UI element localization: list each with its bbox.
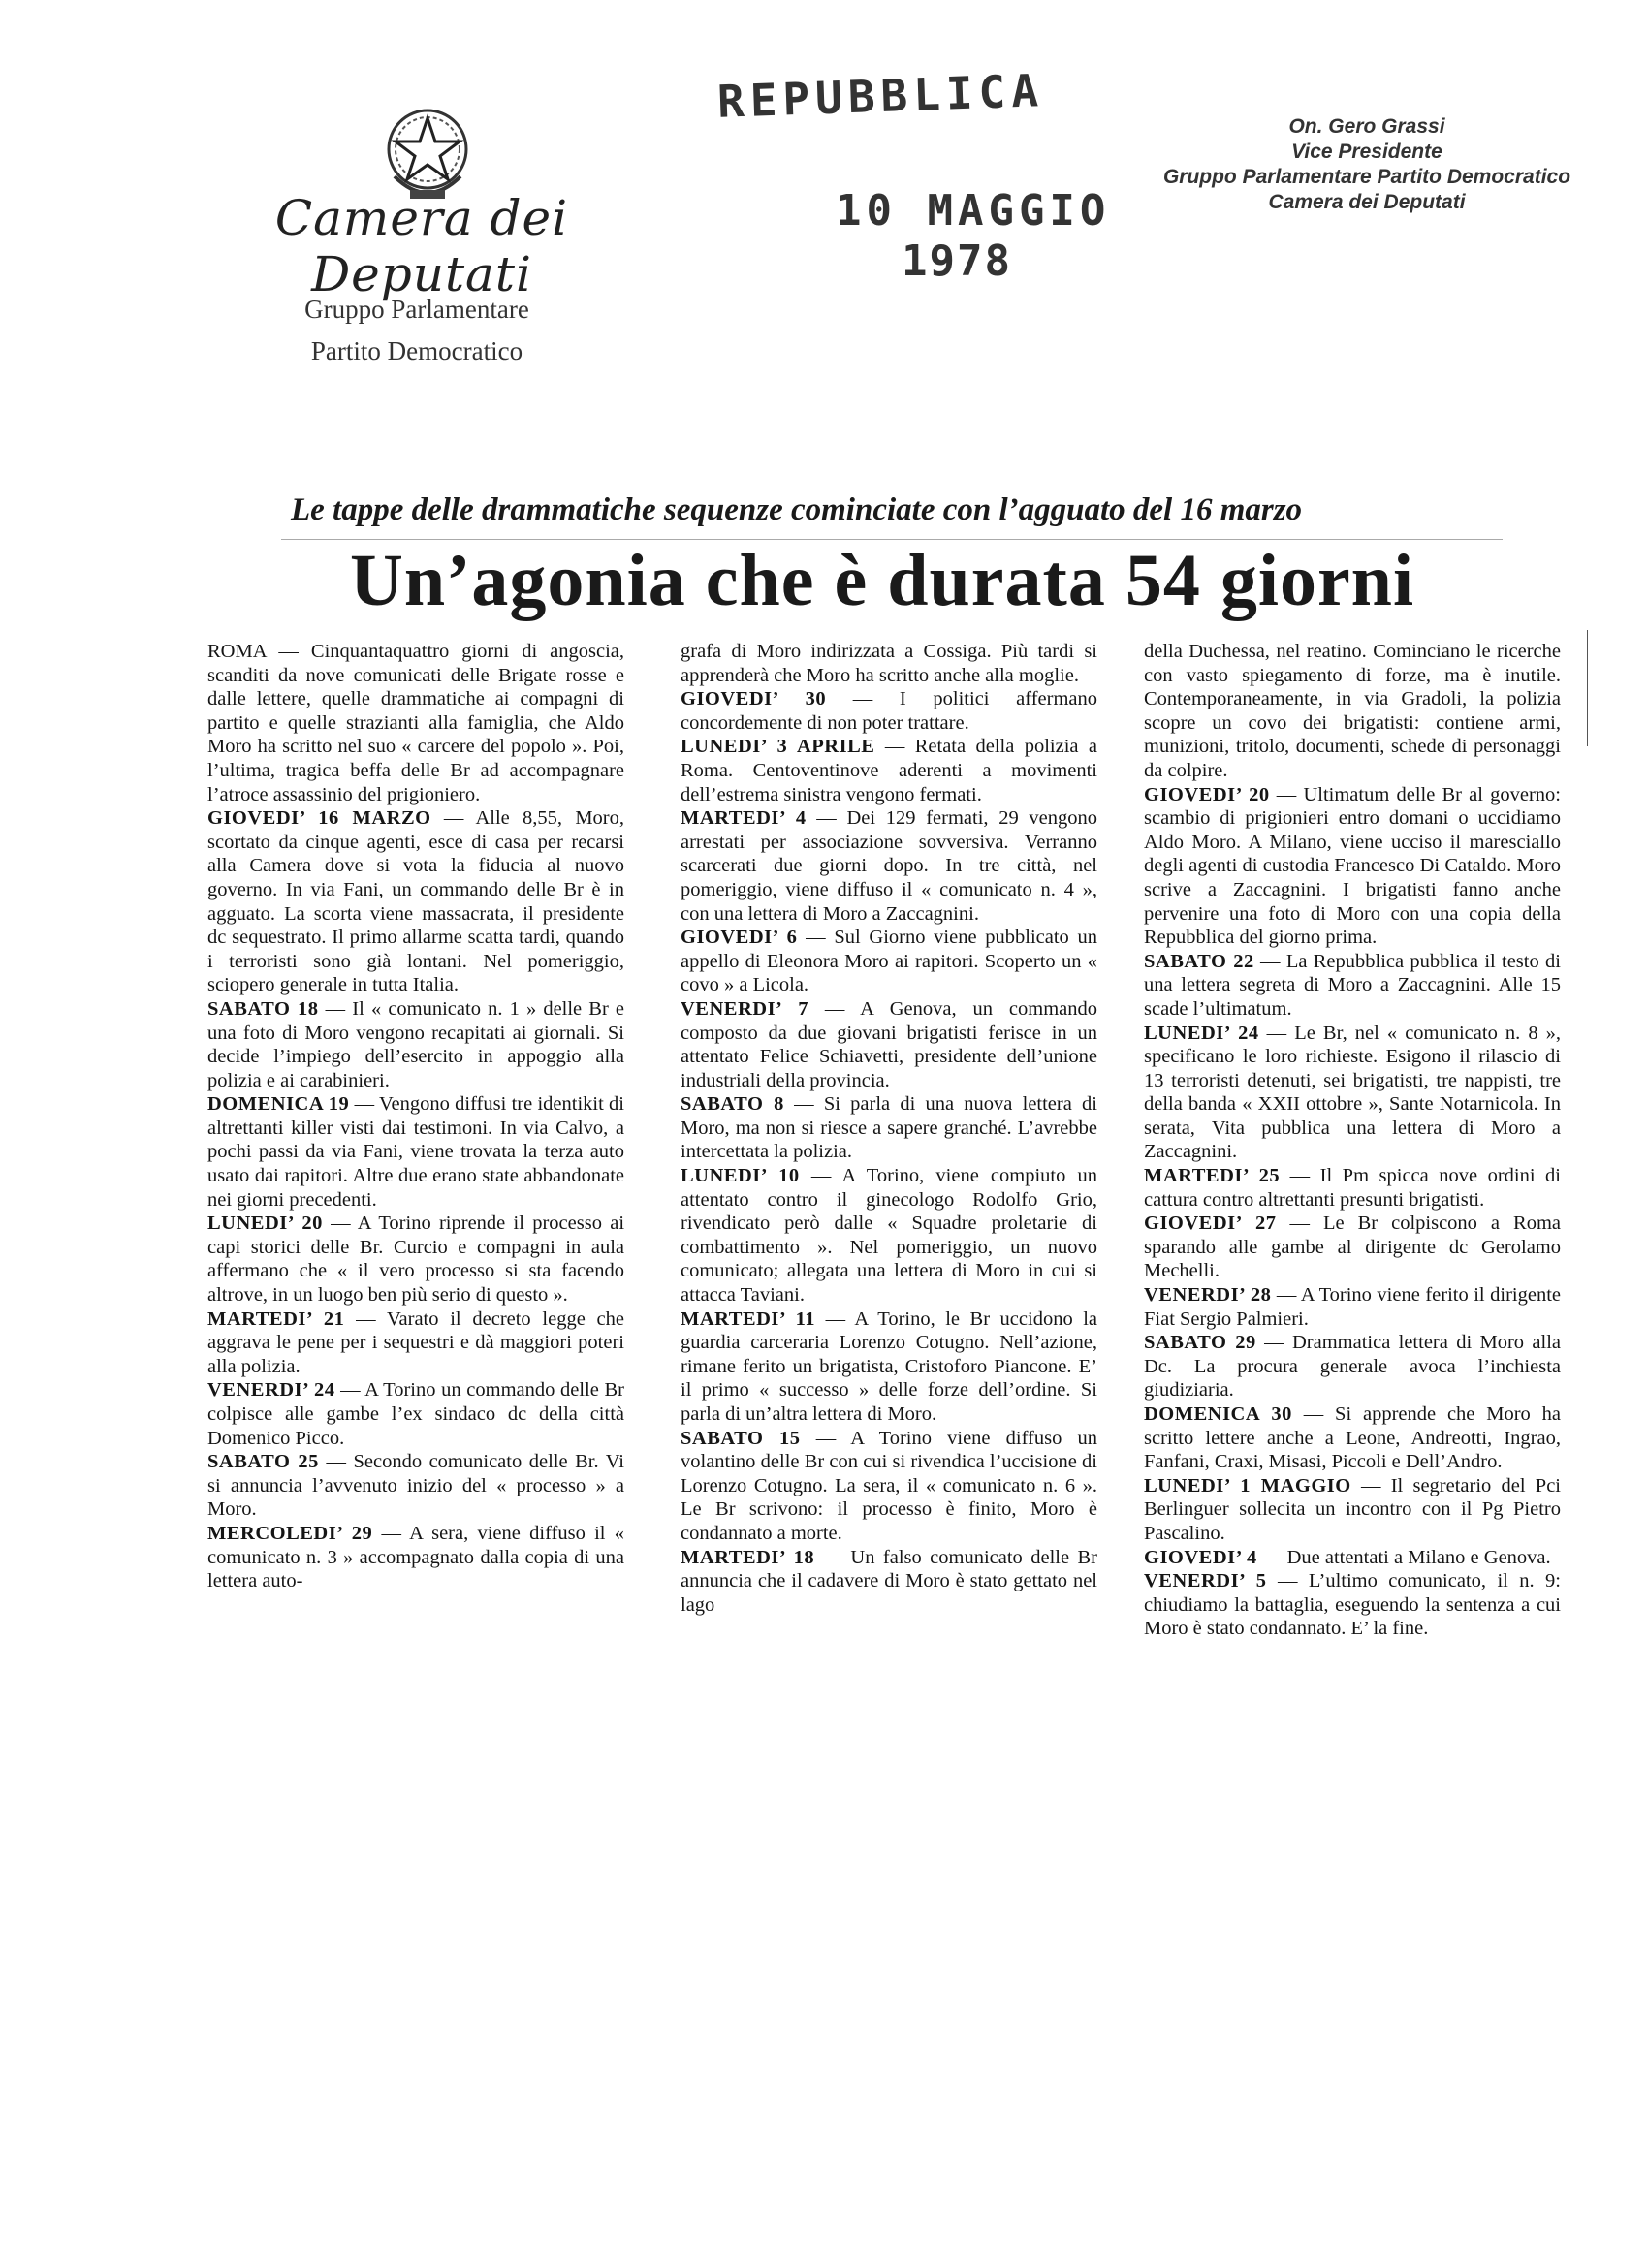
entry-date: LUNEDI’ 24 — [1144, 1022, 1259, 1044]
entry-date: MARTEDI’ 25 — [1144, 1165, 1281, 1187]
article-column-2 — [681, 640, 1097, 1832]
entry-text: ROMA — Cinquantaquattro giorni di angoscia, scanditi da nove comunicati delle Brigate rosse e dalle lettere, quelle drammatiche ai compagni di partito e quelle strazianti alla famiglia, che Aldo Moro ha scritto nel suo « carcere del popolo ». Poi, l’ultima, tragica beffa delle Br ad accompagnare l’atroce assassinio del prigioniero. — [207, 641, 624, 805]
entry-date: GIOVEDI’ 27 — [1144, 1213, 1277, 1235]
entry-date: VENERDI’ 24 — [207, 1379, 335, 1402]
entry-text: — Le Br, nel « comunicato n. 8 », specificano le loro richieste. Esigono il rilascio di 13 terroristi detenuti, sei brigatisti, tre nappisti, tre della banda « XXII ottobre », Sante Notarnicola. In serata, Vita pubblica una lettera di Moro a Zaccagnini. — [1144, 1022, 1561, 1163]
entry-date: SABATO 8 — [681, 1093, 784, 1116]
entry-date: VENERDI’ 28 — [1144, 1284, 1272, 1307]
chronology-entry — [1144, 640, 1561, 783]
entry-text: — Il segretario del Pci Berlinguer sollecita un incontro con il Pg Pietro Pascalino. — [1144, 1474, 1561, 1544]
office-block — [1125, 114, 1609, 215]
entry-date: DOMENICA 19 — [207, 1093, 350, 1116]
entry-date: MARTEDI’ 4 — [681, 807, 807, 830]
chronology-entry — [1144, 1546, 1561, 1570]
handwritten-newspaper: REPUBBLICA — [716, 64, 1045, 128]
office-name: On. Gero Grassi — [1288, 115, 1445, 138]
chronology-entry — [681, 997, 1097, 1092]
entry-text: — A Torino, le Br uccidono la guardia carceraria Lorenzo Cotugno. Nell’azione, rimane ferito un brigatista, Cristoforo Piancone. E’ il primo « successo » delle forze dell’ordine. Si parla di un’altra lettera di Moro. — [681, 1307, 1097, 1425]
entry-date: MERCOLEDI’ 29 — [207, 1522, 373, 1544]
entry-text: — Secondo comunicato delle Br. Vi si annuncia l’avvenuto inizio del « processo » a Moro. — [207, 1451, 624, 1521]
institution-name: Camera dei Deputati — [274, 190, 569, 302]
entry-date: SABATO 29 — [1144, 1332, 1256, 1354]
entry-date: MARTEDI’ 18 — [681, 1546, 815, 1568]
group-line-2: Partito Democratico — [310, 336, 523, 365]
entry-text: — Vengono diffusi tre identikit di altrettanti killer visti dai testimoni. In via Calvo, a pochi passi da via Fani, viene trovata la terza auto usato dai rapitori. Altre due erano state abbandonate nei giorni precedenti. — [207, 1093, 624, 1211]
entry-date: VENERDI’ 5 — [1144, 1570, 1267, 1592]
entry-date: SABATO 22 — [1144, 950, 1254, 972]
office-group: Gruppo Parlamentare Partito Democratico — [1162, 166, 1571, 188]
chronology-entry — [681, 640, 1097, 687]
entry-text: — A Genova, un commando composto da due giovani brigatisti ferisce in un attentato Felice Schiavetti, presidente dell’unione industriali della provincia. — [681, 997, 1097, 1091]
chronology-entry — [681, 1427, 1097, 1546]
entry-text: — L’ultimo comunicato, il n. 9: chiudiamo la battaglia, eseguendo la sentenza a cui Moro è stato condannato. E’ la fine. — [1144, 1570, 1561, 1640]
entry-text: — Dei 129 fermati, 29 vengono arrestati per associazione sovversiva. Verranno scarcerati due giorni dopo. In tre città, nel pomeriggio, viene diffuso il « comunicato n. 4 », con una lettera di Moro a Zaccagnini. — [681, 807, 1097, 925]
group-line-1: Gruppo Parlamentare — [304, 295, 529, 324]
entry-text: — A Torino riprende il processo ai capi storici delle Br. Curcio e compagni in aula affermano che « il vero processo si sta facendo altrove, in un luogo ben più serio di questo ». — [207, 1213, 624, 1307]
chronology-entry — [207, 1307, 624, 1379]
entry-date: GIOVEDI’ 16 MARZO — [207, 807, 431, 830]
entry-text: — A Torino viene ferito il dirigente Fiat Sergio Palmieri. — [1144, 1284, 1561, 1330]
entry-text: — A Torino viene diffuso un volantino delle Br con cui si rivendica l’uccisione di Lorenzo Cotugno. La sera, il « comunicato n. 6 ». Le Br scrivono: il processo è finito, Moro è condannato a morte. — [681, 1427, 1097, 1544]
entry-text: — A sera, viene diffuso il « comunicato n. 3 » accompagnato dalla copia di una lettera auto- — [207, 1522, 624, 1592]
entry-date: SABATO 25 — [207, 1451, 319, 1473]
chronology-entry — [681, 687, 1097, 735]
entry-text: — A Torino un commando delle Br colpisce alle gambe l’ex sindaco dc della città Domenico Picco. — [207, 1379, 624, 1449]
chronology-entry — [1144, 1022, 1561, 1165]
chronology-entry — [207, 1450, 624, 1522]
article-overline: Le tappe delle drammatiche sequenze cominciate con l’agguato del 16 marzo — [291, 492, 1303, 527]
entry-date: SABATO 18 — [207, 997, 319, 1020]
entry-text: — A Torino, viene compiuto un attentato contro il ginecologo Rodolfo Grio, rivendicato però dalle « Squadre proletarie di combattimento ». Nel pomeriggio, un nuovo comunicato; allegata una lettera di Moro in cui si attacca Taviani. — [681, 1165, 1097, 1307]
entry-text: — Drammatica lettera di Moro alla Dc. La procura generale avoca l’inchiesta giudiziaria. — [1144, 1332, 1561, 1402]
entry-date: MARTEDI’ 11 — [681, 1307, 816, 1330]
chronology-entry — [681, 735, 1097, 806]
entry-date: GIOVEDI’ 20 — [1144, 783, 1270, 805]
entry-text: — Sul Giorno viene pubblicato un appello di Eleonora Moro ai rapitori. Scoperto un « covo » a Licola. — [681, 927, 1097, 996]
chronology-entry — [681, 806, 1097, 926]
column-edge-line — [1587, 630, 1588, 746]
chronology-entry — [1144, 1569, 1561, 1641]
entry-text: — Alle 8,55, Moro, scortato da cinque agenti, esce di casa per recarsi alla Camera dove si vota la fiducia al nuovo governo. In via Fani, un commando delle Br è in agguato. La scorta viene massacrata, il presidente dc sequestrato. Il primo allarme scatta tardi, quando i terroristi sono già lontani. Nel pomeriggio, sciopero generale in tutta Italia. — [207, 807, 624, 996]
entry-date: GIOVEDI’ 30 — [681, 688, 827, 710]
entry-text: — Le Br colpiscono a Roma sparando alle gambe al dirigente dc Gerolamo Mechelli. — [1144, 1213, 1561, 1282]
entry-text: — Retata della polizia a Roma. Centoventinove aderenti a movimenti dell’estrema sinistra vengono fermati. — [681, 736, 1097, 805]
chronology-entry — [207, 806, 624, 997]
entry-date: LUNEDI’ 1 MAGGIO — [1144, 1474, 1351, 1496]
chronology-entry — [207, 640, 624, 806]
entry-date: SABATO 15 — [681, 1427, 801, 1449]
entry-date: DOMENICA 30 — [1144, 1403, 1292, 1425]
entry-text: — Un falso comunicato delle Br annuncia che il cadavere di Moro è stato gettato nel lago — [681, 1546, 1097, 1616]
chronology-entry — [207, 997, 624, 1092]
entry-text: — La Repubblica pubblica il testo di una lettera segreta di Moro a Zaccagnini. Alle 15 scade l’ultimatum. — [1144, 950, 1561, 1020]
entry-date: VENERDI’ 7 — [681, 997, 808, 1020]
entry-date: GIOVEDI’ 6 — [681, 927, 798, 949]
entry-date: LUNEDI’ 10 — [681, 1165, 800, 1187]
chronology-entry — [1144, 783, 1561, 950]
entry-text: — Si apprende che Moro ha scritto lettere anche a Leone, Andreotti, Ingrao, Fanfani, Craxi, Misasi, Piccoli e Dell’Andro. — [1144, 1403, 1561, 1473]
article-column-3 — [1144, 640, 1561, 1832]
entry-text: — Varato il decreto legge che aggrava le pene per i sequestri e dà maggiori poteri alla polizia. — [207, 1307, 624, 1377]
chronology-entry — [681, 1092, 1097, 1164]
article-headline: Un’agonia che è durata 54 giorni — [349, 540, 1415, 621]
office-chamber: Camera dei Deputati — [1268, 191, 1466, 213]
chronology-entry — [1144, 950, 1561, 1022]
chronology-entry — [1144, 1164, 1561, 1212]
entry-text: — Si parla di una nuova lettera di Moro, ma non si riesce a sapere granché. L’avrebbe intercettata la polizia. — [681, 1093, 1097, 1163]
entry-text: grafa di Moro indirizzata a Cossiga. Più tardi si apprenderà che Moro ha scritto anche alla moglie. — [681, 641, 1097, 686]
chronology-entry — [681, 1164, 1097, 1307]
entry-text: — Il « comunicato n. 1 » delle Br e una foto di Moro vengono recapitati ai giornali. Si decide l’impiego dell’esercito in appoggio alla polizia e ai carabinieri. — [207, 997, 624, 1091]
chronology-entry — [1144, 1474, 1561, 1546]
chronology-entry — [681, 1546, 1097, 1618]
chronology-entry — [207, 1378, 624, 1450]
chronology-entry — [207, 1212, 624, 1307]
chronology-entry — [1144, 1283, 1561, 1331]
handwritten-date: 10 MAGGIO — [836, 186, 1111, 236]
chronology-entry — [681, 1307, 1097, 1427]
chronology-entry — [1144, 1331, 1561, 1402]
entry-text: della Duchessa, nel reatino. Cominciano le ricerche con vasto spiegamento di forze, ma è inutile. Contemporaneamente, in via Gradoli, la polizia scopre un covo dei brigatisti: contiene armi, munizioni, tritolo, documenti, schede di personaggi da colpire. — [1144, 641, 1561, 781]
chronology-entry — [207, 1092, 624, 1212]
article-column-1 — [207, 640, 624, 1832]
entry-date: MARTEDI’ 21 — [207, 1307, 345, 1330]
entry-date: LUNEDI’ 3 APRILE — [681, 736, 875, 758]
chronology-entry — [681, 926, 1097, 997]
entry-date: GIOVEDI’ 4 — [1144, 1546, 1257, 1568]
entry-date: LUNEDI’ 20 — [207, 1213, 323, 1235]
chronology-entry — [1144, 1212, 1561, 1283]
entry-text: — Due attentati a Milano e Genova. — [1261, 1546, 1551, 1568]
chronology-entry — [207, 1522, 624, 1593]
entry-text: — I politici affermano concordemente di non poter trattare. — [681, 688, 1097, 734]
entry-text: — Il Pm spicca nove ordini di cattura contro altrettanti presunti brigatisti. — [1144, 1165, 1561, 1211]
office-role: Vice Presidente — [1291, 141, 1442, 163]
chronology-entry — [1144, 1402, 1561, 1474]
handwritten-year: 1978 — [902, 236, 1012, 286]
entry-text: — Ultimatum delle Br al governo: scambio di prigionieri entro domani o uccidiamo Aldo Moro. A Milano, viene ucciso il maresciallo degli agenti di custodia Francesco Di Cataldo. Moro scrive a Zaccagnini. I brigatisti fanno anche pervenire una foto di Moro con una copia della Repubblica del giorno prima. — [1144, 783, 1561, 949]
